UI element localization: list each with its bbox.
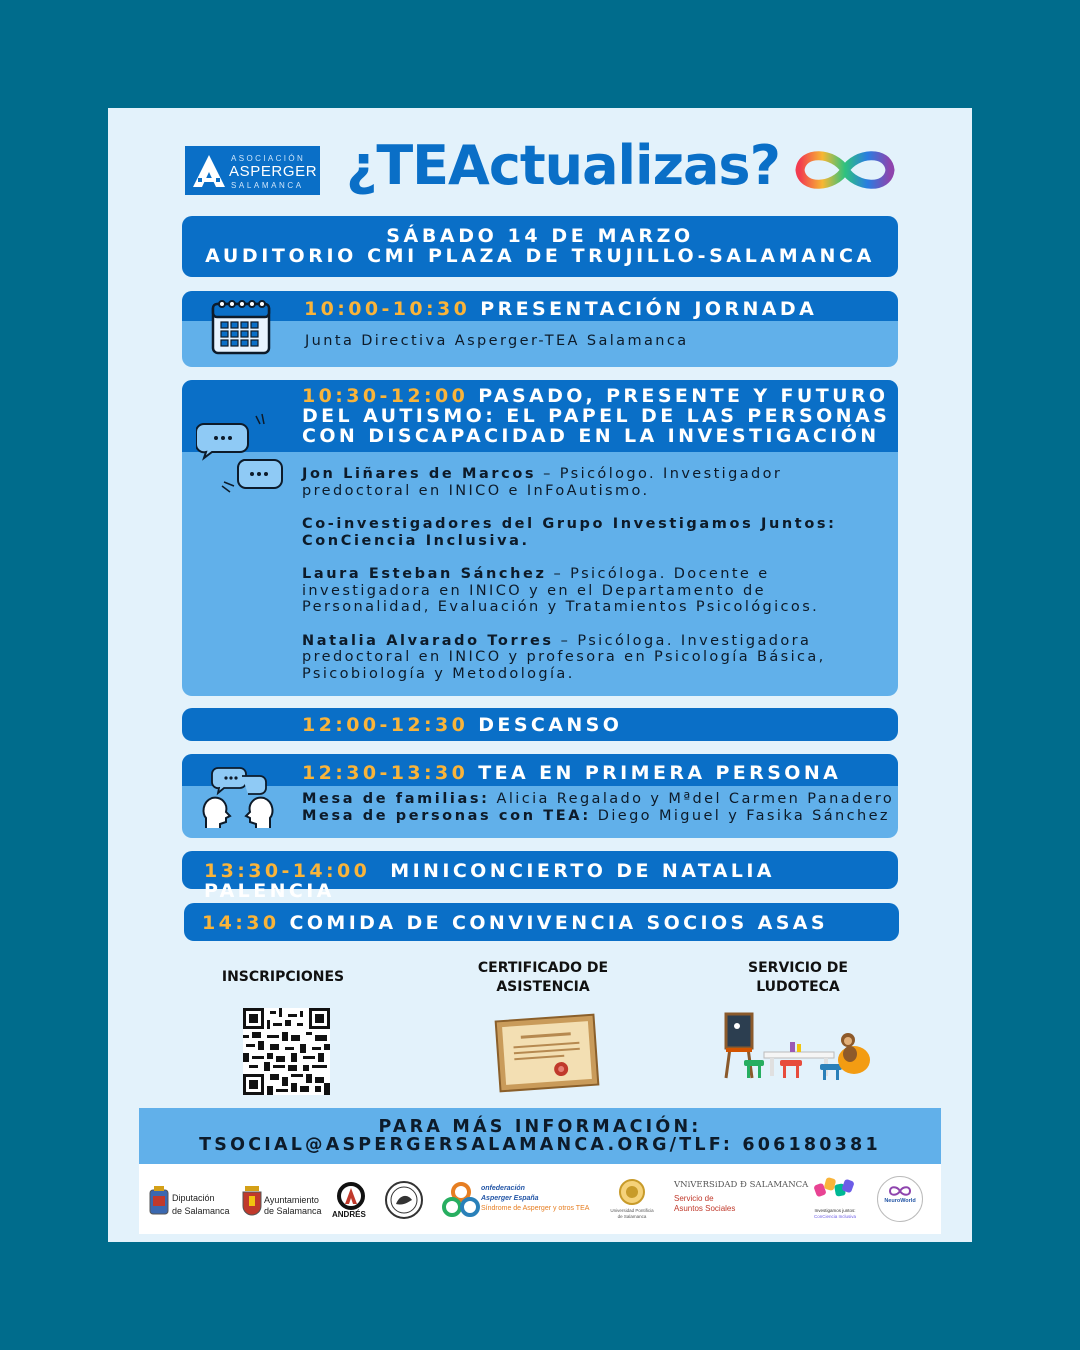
logo-main-text: ASPERGER bbox=[229, 163, 318, 180]
diputacion-logo: Diputación de Salamanca bbox=[172, 1193, 230, 1216]
neuroworld-logo: NeuroWorld bbox=[877, 1176, 923, 1222]
session-5-time: 13:30-14:00 bbox=[204, 860, 371, 882]
certificate-icon bbox=[494, 1012, 600, 1094]
investigamos-juntos-icon bbox=[813, 1176, 855, 1204]
conversation-heads-icon bbox=[200, 762, 276, 830]
session-4-title: 12:30-13:30 TEA EN PRIMERA PERSONA bbox=[302, 762, 842, 784]
session-2-time: 10:30-12:00 bbox=[302, 385, 469, 407]
investigamos-juntos-logo: Investigamos juntos: ConCiencia Inclusiva bbox=[813, 1208, 857, 1219]
session-card-4 bbox=[182, 754, 898, 838]
asperger-logo bbox=[185, 146, 320, 195]
inscripciones-heading: INSCRIPCIONES bbox=[221, 969, 345, 985]
upsa-crest-icon bbox=[619, 1178, 645, 1206]
usal-logo: VNiVERSiDAD Ð SALAMANCA Servicio de Asuntos Sociales bbox=[674, 1180, 809, 1213]
diputacion-shield-icon bbox=[149, 1186, 169, 1218]
ludoteca-heading: SERVICIO DE LUDOTECA bbox=[748, 960, 848, 995]
page-title: ¿TEActualizas? bbox=[346, 134, 780, 197]
ayuntamiento-logo: Ayuntamiento de Salamanca bbox=[264, 1195, 322, 1216]
session-2-title: 10:30-12:00 PASADO, PRESENTE Y FUTURO DEL AUTISMO: EL PAPEL DE LAS PERSONAS CON DISCAPACIDAD EN LA INVESTIGACIÓN bbox=[302, 385, 891, 447]
event-venue: AUDITORIO CMI PLAZA DE TRUJILLO-SALAMANCA bbox=[205, 245, 875, 267]
session-1-title: 10:00-10:30 PRESENTACIÓN JORNADA bbox=[304, 298, 818, 320]
session-1-body: Junta Directiva Asperger-TEA Salamanca bbox=[305, 333, 689, 349]
session-card-3 bbox=[182, 708, 898, 741]
infinity-icon bbox=[790, 144, 900, 196]
andres-logo-icon bbox=[335, 1182, 367, 1210]
contact-email-phone[interactable]: TSOCIAL@ASPERGERSALAMANCA.ORG/TLF: 606180381 bbox=[199, 1135, 881, 1155]
confederacion-logo: onfederación Asperger España Síndrome de Asperger y otros TEA bbox=[481, 1185, 590, 1212]
contact-info-bar bbox=[139, 1108, 941, 1164]
session-3-title: 12:00-12:30 DESCANSO bbox=[302, 714, 623, 736]
contact-heading: PARA MÁS INFORMACIÓN: bbox=[378, 1117, 702, 1137]
certificado-heading: CERTIFICADO DE ASISTENCIA bbox=[477, 960, 609, 995]
calendar-icon bbox=[210, 295, 272, 357]
neuroworld-infinity-icon bbox=[888, 1185, 912, 1197]
session-6-title: 14:30 COMIDA DE CONVIVENCIA SOCIOS ASAS bbox=[202, 912, 828, 934]
logo-city-text: SALAMANCA bbox=[231, 181, 304, 190]
chat-bubbles-icon bbox=[196, 410, 286, 494]
poster bbox=[108, 108, 972, 1242]
session-1-time: 10:00-10:30 bbox=[304, 298, 471, 320]
andres-logo: ANDRÉS bbox=[332, 1210, 366, 1219]
round-seal-icon bbox=[384, 1180, 424, 1220]
session-4-body: Mesa de familias: Alicia Regalado y Mªdel Carmen Panadero Mesa de personas con TEA: Diego Miguel y Fasika Sánchez bbox=[302, 791, 895, 824]
confederacion-logo-icon bbox=[441, 1180, 481, 1220]
session-card-2 bbox=[182, 380, 898, 696]
session-6-time: 14:30 bbox=[202, 912, 280, 934]
qr-code-icon[interactable] bbox=[243, 1008, 330, 1095]
session-card-6 bbox=[184, 903, 899, 941]
session-card-5 bbox=[182, 851, 898, 902]
logo-small-text: ASOCIACIÓN bbox=[231, 154, 306, 163]
session-4-time: 12:30-13:30 bbox=[302, 762, 469, 784]
session-3-time: 12:00-12:30 bbox=[302, 714, 469, 736]
upsa-logo: Universidad Pontificia de Salamanca bbox=[610, 1208, 654, 1219]
event-date: SÁBADO 14 DE MARZO bbox=[386, 225, 694, 247]
session-2-body: Jon Liñares de Marcos – Psicólogo. Investigador predoctoral en INICO e InFoAutismo. Co-investigadores del Grupo Investigamos Juntos: ConCiencia Inclusiva. Laura Esteban Sánchez – Psicóloga. Docente e investigadora en INICO y en el Departamento de Personalidad, Evaluación y Tratamientos Psicológicos. Natalia Alvarado Torres – Psicóloga. Investigadora predoctoral en INICO y profesora en Psicología Básica, Psicobiología y Metodología. bbox=[302, 466, 837, 682]
event-info-bar bbox=[182, 216, 898, 277]
session-card-1 bbox=[182, 291, 898, 367]
session-5-title: 13:30-14:00 MINICONCIERTO DE NATALIA PALENCIA bbox=[204, 860, 775, 902]
ayuntamiento-shield-icon bbox=[242, 1186, 262, 1218]
asperger-a-icon bbox=[191, 153, 227, 189]
playroom-icon bbox=[720, 1008, 872, 1082]
sponsors-strip bbox=[139, 1164, 941, 1234]
